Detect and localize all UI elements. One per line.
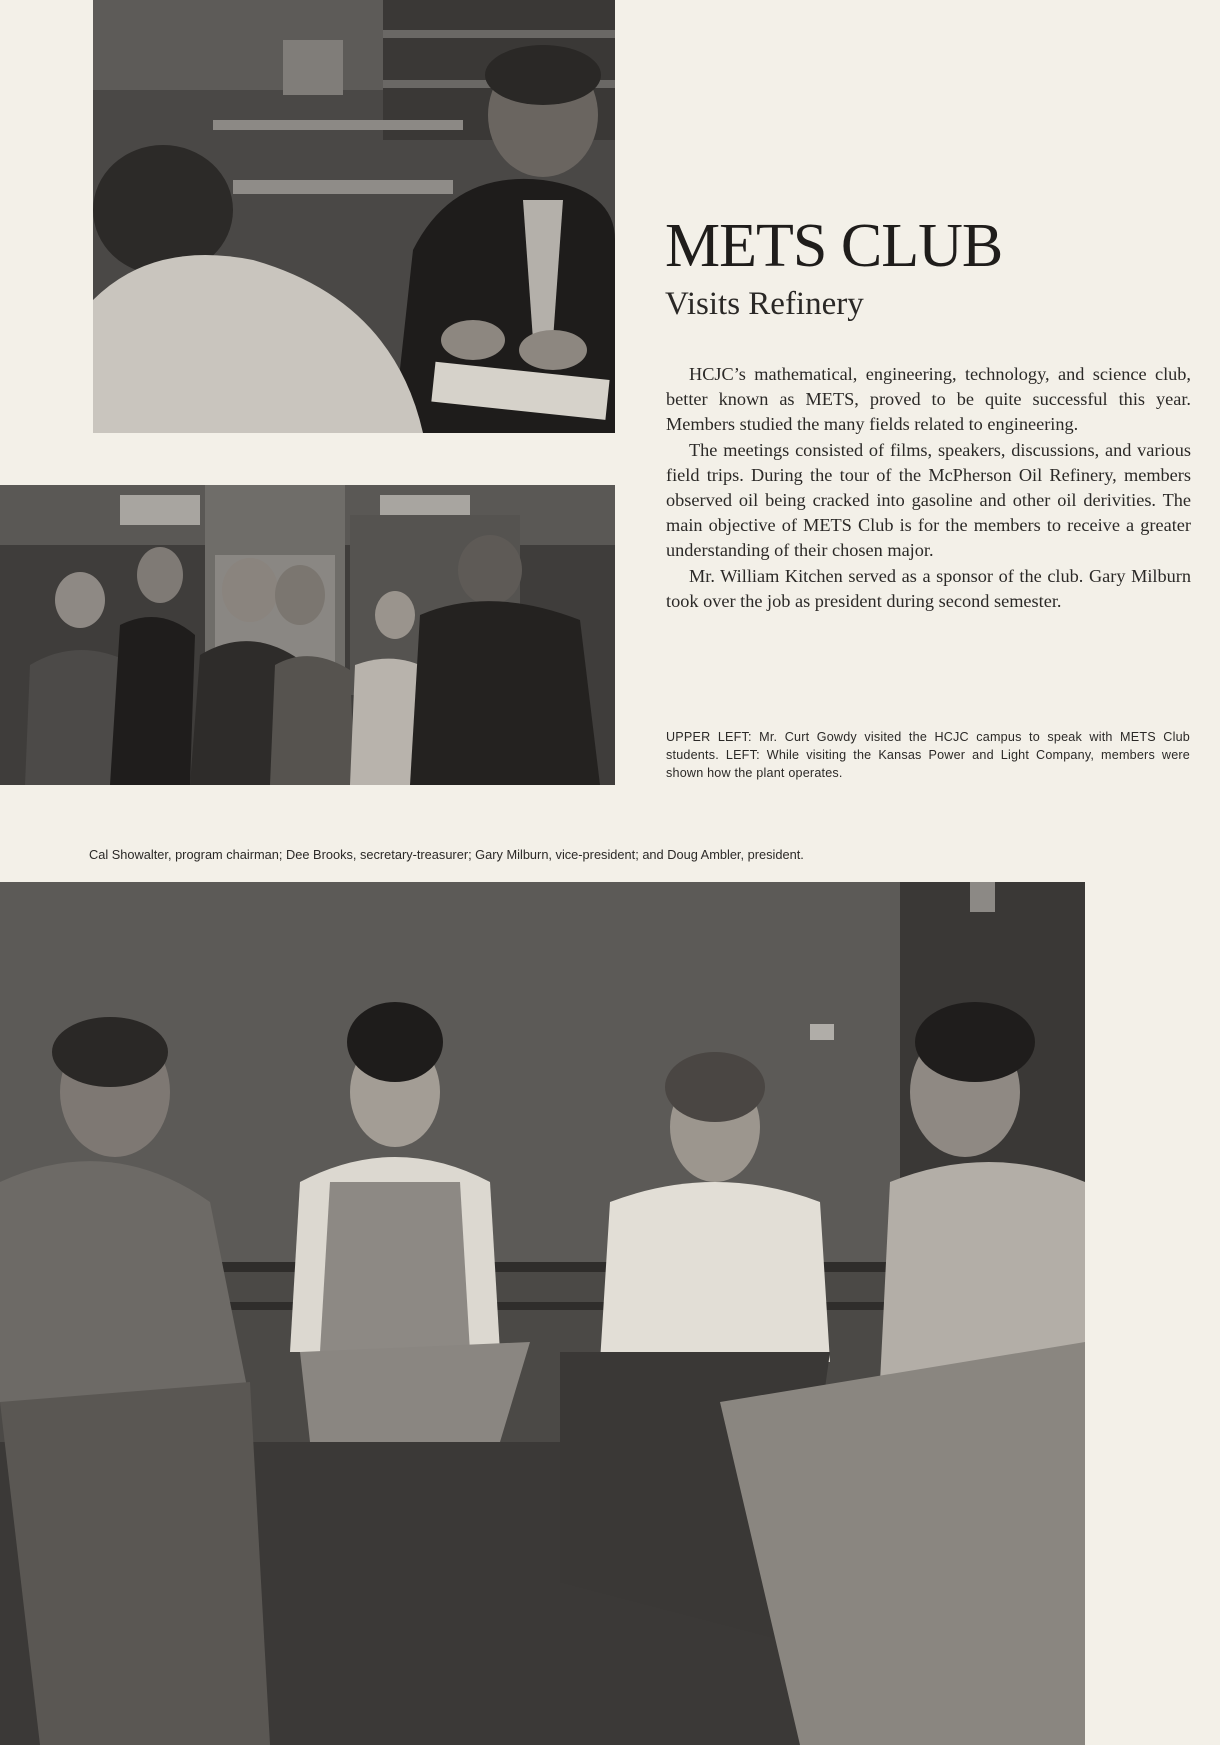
photo-caption-upper: UPPER LEFT: Mr. Curt Gowdy visited the HCJC campus to speak with METS Club students. LEFT: While visiting the Kansas Power and Light Company, members were shown how the plant operates. (666, 730, 1190, 780)
photo-plant-visit-group (0, 485, 615, 785)
article-title: METS CLUB (665, 212, 1003, 280)
photo-speaker-with-students (93, 0, 615, 433)
article-paragraph: HCJC’s mathematical, engineering, technology, and science club, better known as METS, proved to be quite successful this year. Members studied the many fields related to engineering. (666, 364, 1191, 435)
article-paragraph: The meetings consisted of films, speakers, discussions, and various field trips. During the tour of the McPherson Oil Refinery, members observed oil being cracked into gasoline and other oil derivities. The main objective of METS Club is for the members to receive a greater understanding of their chosen major. (666, 439, 1191, 561)
photo-club-officers (0, 882, 1085, 1745)
article-body (666, 362, 1191, 614)
officers-caption: Cal Showalter, program chairman; Dee Brooks, secretary-treasurer; Gary Milburn, vice-president; and Doug Ambler, president. (89, 847, 804, 862)
article-paragraph: Mr. William Kitchen served as a sponsor of the club. Gary Milburn took over the job as president during second semester. (666, 565, 1191, 611)
article-subtitle: Visits Refinery (665, 286, 864, 322)
